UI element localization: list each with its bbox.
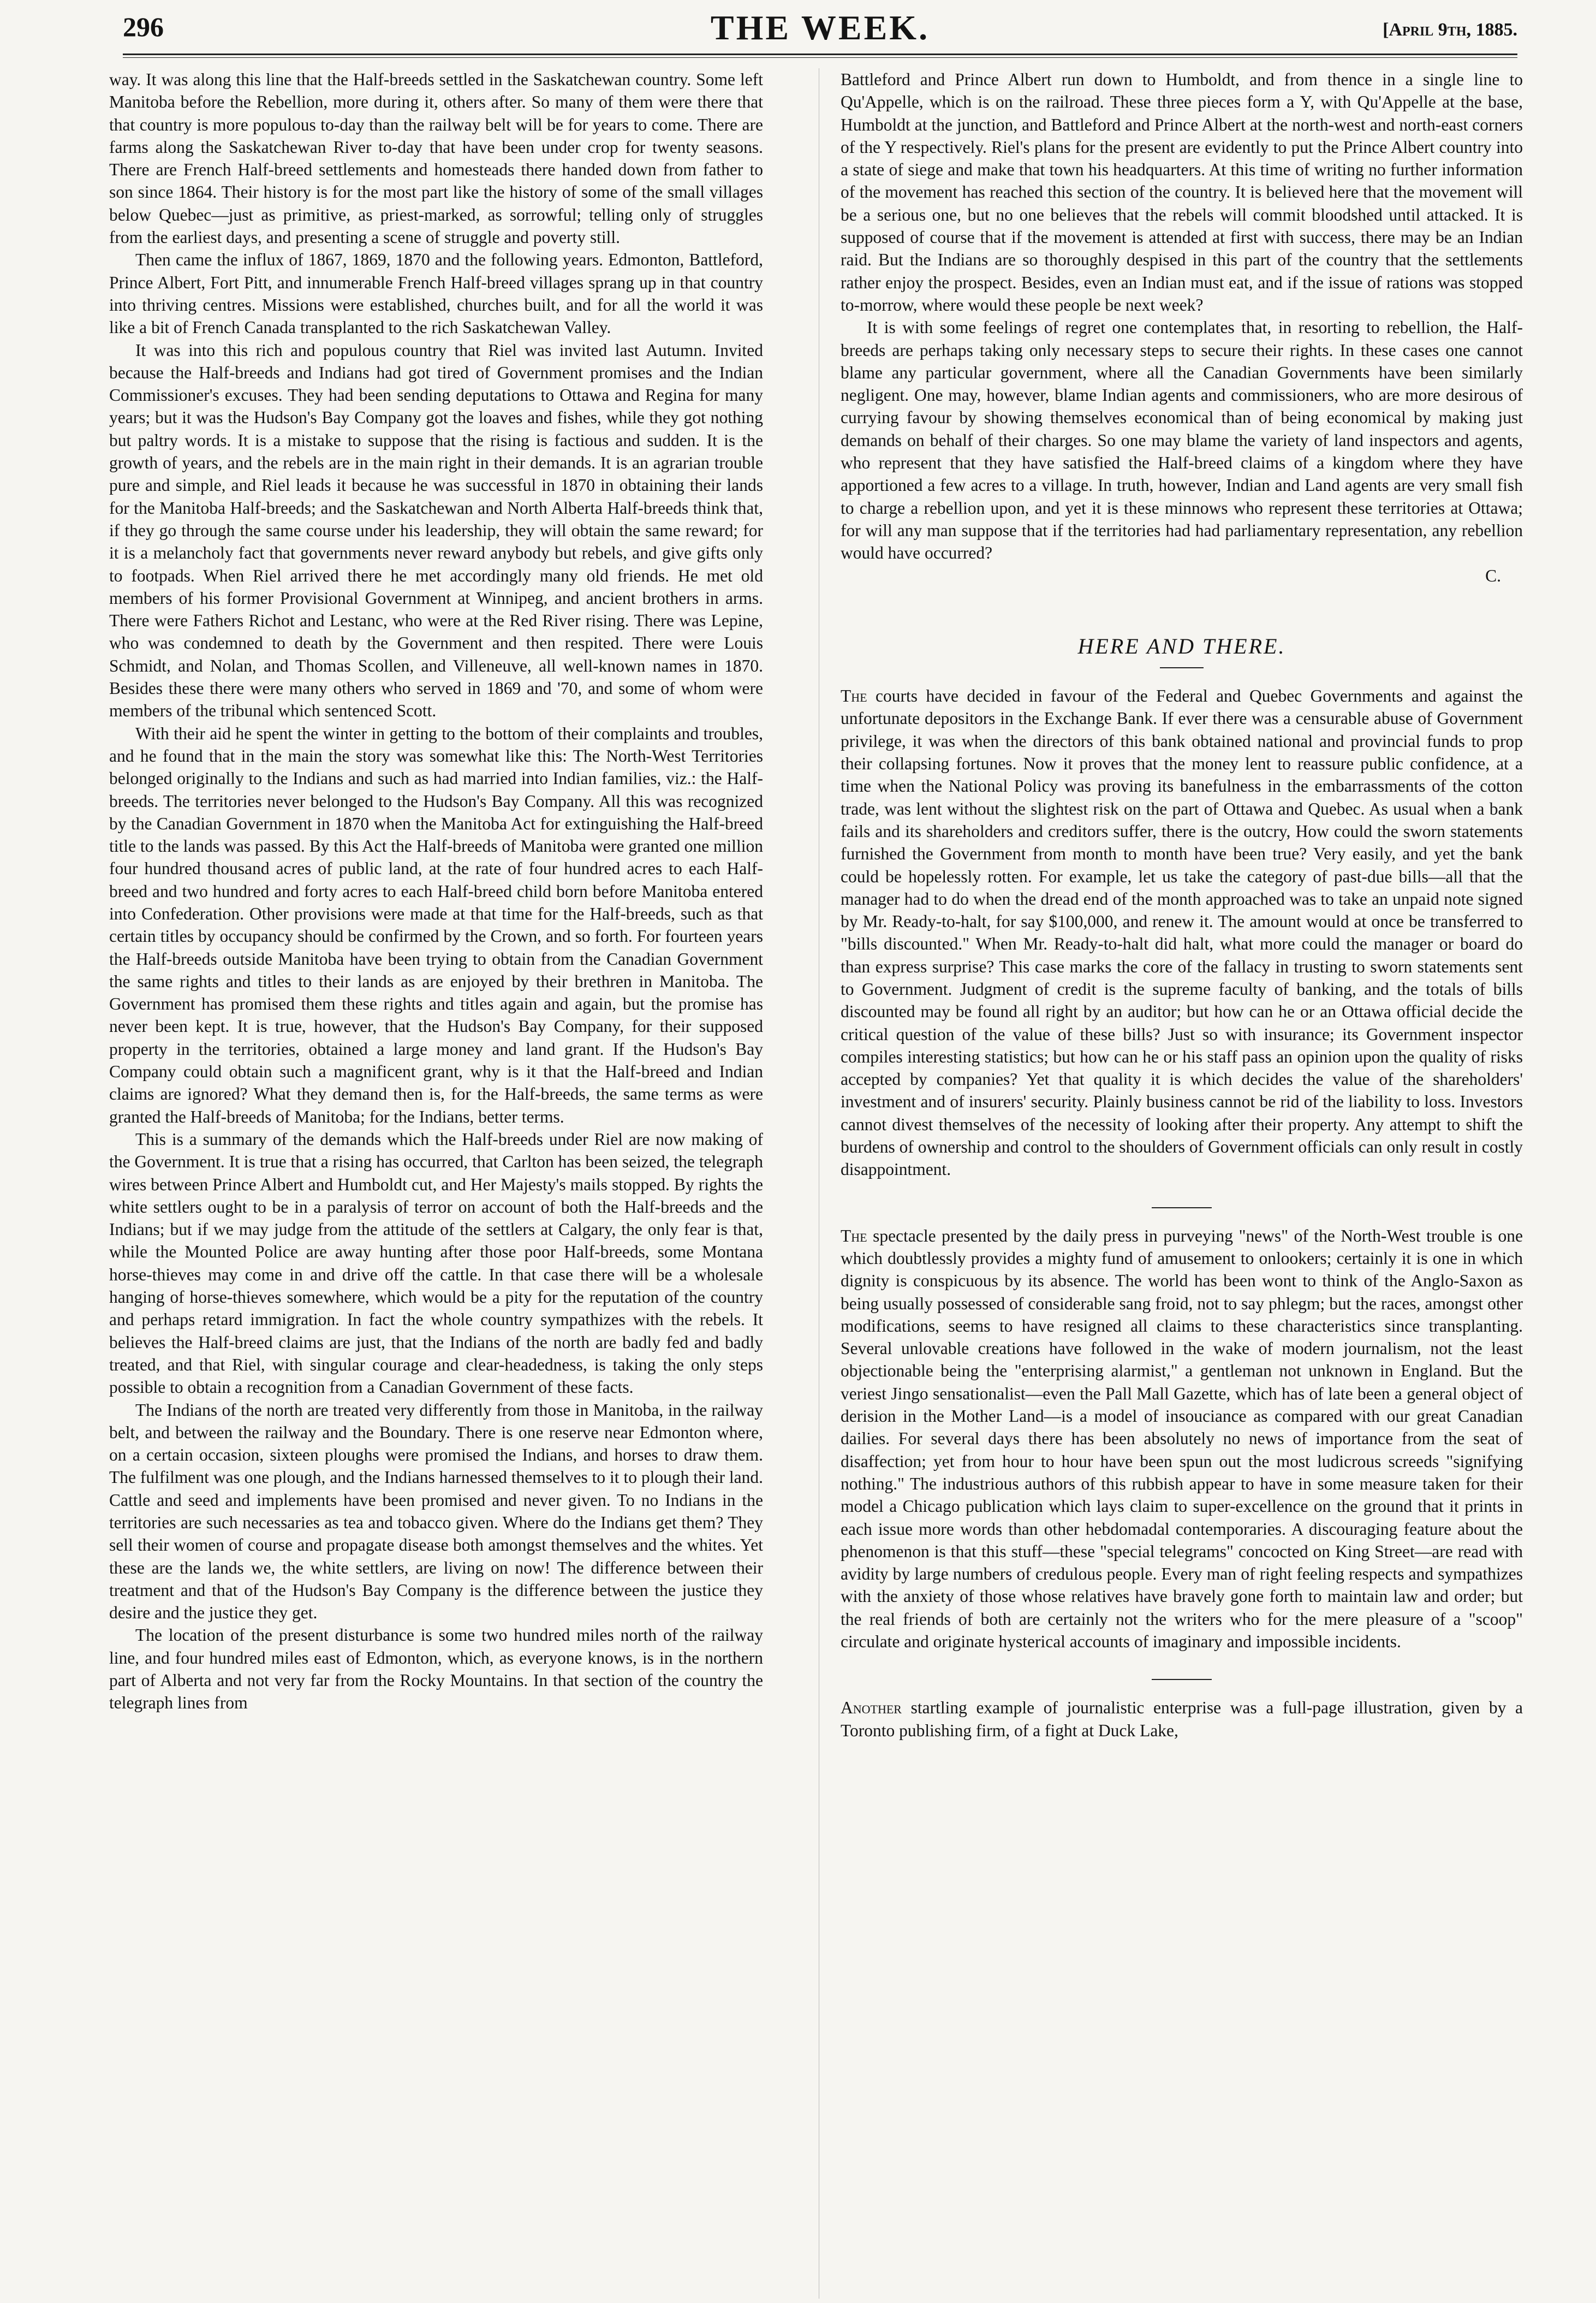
paragraph-body: startling example of journalistic enterprise was a full-page illustration, given by a Toronto publishing firm, of a fight at Duck Lake, <box>841 1698 1523 1740</box>
page-header <box>123 8 1517 58</box>
separator-rule <box>1152 1207 1212 1208</box>
paragraph-body: courts have decided in favour of the Federal and Quebec Governments and against the unfortunate depositors in the Exchange Bank. If ever there was a censurable abuse of Government privilege, it was when the directors of this bank obtained national and provincial funds to prop their collapsing fortunes. Now it proves that the money lent to reassure public confidence, at a time when the National Policy was proving its banefulness in the embarrassments of the cotton trade, was lent without the slightest risk on the part of Ottawa and Quebec. As usual when a bank fails and its shareholders and creditors suffer, there is the outcry, How could the sworn statements furnished the Government from month to month have been true? Very easily, and yet the bank could be hopelessly rotten. For example, let us take the category of past-due bills—all that the manager had to do when the dread end of the month approached was to take an unpaid note signed by Mr. Ready-to-halt, for say $100,000, and renew it. The amount would at once be transferred to "bills discounted." When Mr. Ready-to-halt did halt, what more could the manager or board do than express surprise? This case marks the core of the fallacy in trusting to sworn statements sent to Government. Judgment of credit is the supreme faculty of banking, and the totals of bills discounted may be found all right by an auditor; but how can he or an Ottawa official decide the critical question of the value of these bills? Just so with insurance; its Government inspector compiles interesting statistics; but how can he or his staff pass an opinion upon the quality of risks accepted by companies? Yet that quality it is which decides the value of the shareholders' investment and of insurers' security. Plainly business cannot be rid of the liability to loss. Investors cannot divest themselves of the necessity of looking after their property. Any attempt to shift the burdens of ownership and control to the shoulders of Government officials can only result in costly disappointment. <box>841 686 1523 1179</box>
article-paragraph: Battleford and Prince Albert run down to Humboldt, and from thence in a single line to Qu'Appelle, which is on the railroad. These three pieces form a Y, with Qu'Appelle at the base, Humboldt at the junction, and Battleford and Prince Albert at the north-west and north-east corners of the Y respectively. Riel's plans for the present are evidently to put the Prince Albert country into a state of siege and make that town his headquarters. At this time of writing no further information of the movement has reached this section of the country. It is believed here that the movement will be a serious one, but no one believes that the rebels will commit bloodshed until attacked. It is supposed of course that if the movement is attended at first with success, there may be an Indian raid. But the Indians are so thoroughly despised in this part of the country that the settlements rather enjoy the prospect. Besides, even an Indian must eat, and if the issue of rations was stopped to-morrow, where would these people be next week? <box>841 70 1523 314</box>
article-paragraph: Then came the influx of 1867, 1869, 1870 and the following years. Edmonton, Battleford, Prince Albert, Fort Pitt, and innumerable French Half-breed villages sprang up in that country into thriving centres. Missions were established, churches built, and for all the world it was like a bit of French Canada transplanted to the rich Saskatchewan Valley. <box>109 250 763 337</box>
article-paragraph <box>841 1225 1523 1653</box>
separator-rule <box>1152 1679 1212 1680</box>
article-paragraph: The location of the present disturbance is some two hundred miles north of the railway line, and four hundred miles east of Edmonton, which, as everyone knows, is in the northern part of Alberta and not very far from the Rocky Mountains. In that section of the country the telegraph lines from <box>109 1625 763 1713</box>
masthead-title: THE WEEK. <box>710 8 930 47</box>
page-number: 296 <box>123 11 164 42</box>
article-paragraph: It is with some feelings of regret one contemplates that, in resorting to rebellion, the Half-breeds are perhaps taking only necessary steps to secure their rights. In these cases one cannot blame any particular government, where all the Canadian Governments have been similarly negligent. One may, however, blame Indian agents and commissioners, who are more desirous of currying favour by showing themselves economical than of being economical by making just demands on behalf of their charges. So one may blame the variety of land inspectors and agents, who represent that they have satisfied the Half-breed claims of a kingdom where they have apportioned a few acres to a village. In truth, however, Indian and Land agents are very small fish to charge a rebellion upon, and yet it is these minnows who represent these territories at Ottawa; for will any man suppose that if the territories had had parliamentary representation, any rebellion would have occurred? <box>841 318 1523 563</box>
article-paragraph: The Indians of the north are treated very differently from those in Manitoba, in the railway belt, and between the railway and the Boundary. There is one reserve near Edmonton where, on a certain occasion, sixteen ploughs were promised the Indians, and horses to draw them. The fulfilment was one plough, and the Indians harnessed themselves to it to plough their land. Cattle and seed and implements have been promised and never given. To no Indians in the territories are such necessaries as tea and tobacco given. Where do the Indians get them? They sell their women of course and propagate disease both amongst themselves and the whites. Yet these are the lands we, the white settlers, are living on now! The difference between their treatment and that of the Hudson's Bay Company is the difference between the justice they desire and the justice they get. <box>109 1400 763 1623</box>
issue-date: [April 9th, 1885. <box>1383 20 1517 40</box>
article-paragraph: With their aid he spent the winter in getting to the bottom of their complaints and troubles, and he found that in the main the story was somewhat like this: The North-West Territories belonged originally to the Indians and such as had married into Indian families, viz.: the Half-breeds. The territories never belonged to the Hudson's Bay Company. All this was recognized by the Canadian Government in 1870 when the Manitoba Act for extinguishing the Half-breed title to the lands was passed. By this Act the Half-breeds of Manitoba were granted one million four hundred thousand acres of public land, at the rate of four hundred acres to each Half-breed and two hundred and forty acres to each Half-breed child born before Manitoba entered into Confederation. Other provisions were made at that time for the Half-breeds, such as that certain titles by occupancy should be confirmed by the Crown, and so forth. For fourteen years the Half-breeds outside Manitoba have been trying to obtain from the Canadian Government the same rights and titles to their lands as are enjoyed by their brethren in Manitoba. The Government has promised them these rights and titles again and again, but the promise has never been kept. It is true, however, that the Hudson's Bay Company, for their supposed property in the territories, obtained a large money and land grant. If the Hudson's Bay Company could obtain such a magnificent grant, why is it that the Half-breed and Indian claims are ignored? What they demand then is, for the Half-breeds, the same terms as were granted the Half-breeds of Manitoba; for the Indians, better terms. <box>109 723 763 1126</box>
article-paragraph: It was into this rich and populous country that Riel was invited last Autumn. Invited because the Half-breeds and Indians had got tired of Government promises and the Indian Commissioner's excuses. They had been sending deputations to Ottawa and Regina for many years; but it was the Hudson's Bay Company got the loaves and fishes, while they got nothing but paltry words. It is a mistake to suppose that the rising is factious and sudden. It is the growth of years, and the rebels are in the main right in their demands. It is an agrarian trouble pure and simple, and Riel leads it because he was successful in 1870 in obtaining their lands for the Manitoba Half-breeds; and the Saskatchewan and North Alberta Half-breeds think that, if they go through the same course under his leadership, they will obtain the same reward; for it is a melancholy fact that governments never reward anybody but rebels, and give gifts only to footpads. When Riel arrived there he met accordingly many old friends. He met old members of his former Provisional Government at Winnipeg, and ancient brothers in arms. There were Fathers Richot and Lestanc, who were at the Red River rising. There was Lepine, who was condemned to death by the Government and then respited. There were Louis Schmidt, and Nolan, and Thomas Scollen, and Villeneuve, all well-known names in 1870. Besides these there were many others who served in 1869 and '70, and some of whom were members of the tribunal which sentenced Scott. <box>109 340 763 721</box>
left-column <box>109 68 763 1714</box>
section-title: HERE AND THERE. <box>1077 633 1286 658</box>
lead-word: Another <box>841 1698 902 1718</box>
right-column <box>841 68 1523 1742</box>
article-paragraph <box>841 685 1523 1181</box>
author-signature: C. <box>1485 566 1501 585</box>
header-rule <box>123 54 1517 58</box>
lead-word: The <box>841 686 867 706</box>
article-paragraph <box>841 1696 1523 1742</box>
article-paragraph: This is a summary of the demands which the Half-breeds under Riel are now making of the Government. It is true that a rising has occurred, that Carlton has been seized, the telegraph wires between Prince Albert and Humboldt cut, and Her Majesty's mails stopped. By rights the white settlers ought to be in a paralysis of terror on account of both the Half-breeds and the Indians; but if we may judge from the attitude of the settlers at Calgary, the only fear is that, while the Mounted Police are away hunting after those poor Half-breeds, some Montana horse-thieves may come in and drive off the cattle. In that case there will be a wholesale hanging of horse-thieves somewhere, which would be a pity for the reputation of the country and perhaps retard immigration. In fact the whole country sympathizes with the rebels. It believes the Half-breed claims are just, that the Indians of the north are badly fed and badly treated, and that Riel, with singular courage and clear-headedness, is taking the only steps possible to obtain a recognition from a Canadian Government of these facts. <box>109 1129 763 1397</box>
paragraph-body: spectacle presented by the daily press in purveying "news" of the North-West trouble is one which doubtlessly provides a mighty fund of amusement to onlookers; certainly it is one in which dignity is conspicuous by its absence. The world has been wont to think of the Anglo-Saxon as being usually possessed of considerable sang froid, not to say phlegm; but the races, amongst other modifications, seems to have resigned all claims to these characteristics since transplanting. Several unlovable creations have followed in the wake of modern journalism, not the least objectionable being the "enterprising alarmist," a gentleman not unknown in England. But the veriest Jingo sensationalist—even the Pall Mall Gazette, which has of late been a general object of derision in the Mother Land—is a model of insouciance as compared with our great Canadian dailies. For several days there has been absolutely no news of importance from the seat of disaffection; yet from hour to hour have been spun out the most ludicrous screeds "signifying nothing." The industrious authors of this rubbish appear to have in some measure taken for their model a Chicago publication which lays claim to super-excellence on the ground that it prints in each issue more words than other hebdomadal contemporaries. A discouraging feature about the phenomenon is that this stuff—these "special telegrams" concocted on King Street—are read with avidity by large numbers of credulous people. Every man of right feeling respects and sympathizes with the anxiety of those whose relatives have bravely gone forth to maintain law and order; but the real friends of both are certainly not the writers who for the mere pleasure of a "scoop" circulate and originate hysterical accounts of imaginary and impossible incidents. <box>841 1226 1523 1651</box>
article-paragraph: way. It was along this line that the Half-breeds settled in the Saskatchewan country. Some left Manitoba before the Rebellion, more during it, others after. So many of them were there that that country is more populous to-day than the railway belt will be for years to come. There are farms along the Saskatchewan River to-day that have been under crop for twenty seasons. There are French Half-breed settlements and homesteads there handed down from father to son since 1864. Their history is for the most part like the history of some of the small villages below Quebec—just as primitive, as priest-marked, as sorrowful; telling only of struggles from the earliest days, and presenting a scene of struggle and poverty still. <box>109 70 763 247</box>
lead-word: The <box>841 1226 867 1245</box>
section-rule <box>1160 667 1204 668</box>
